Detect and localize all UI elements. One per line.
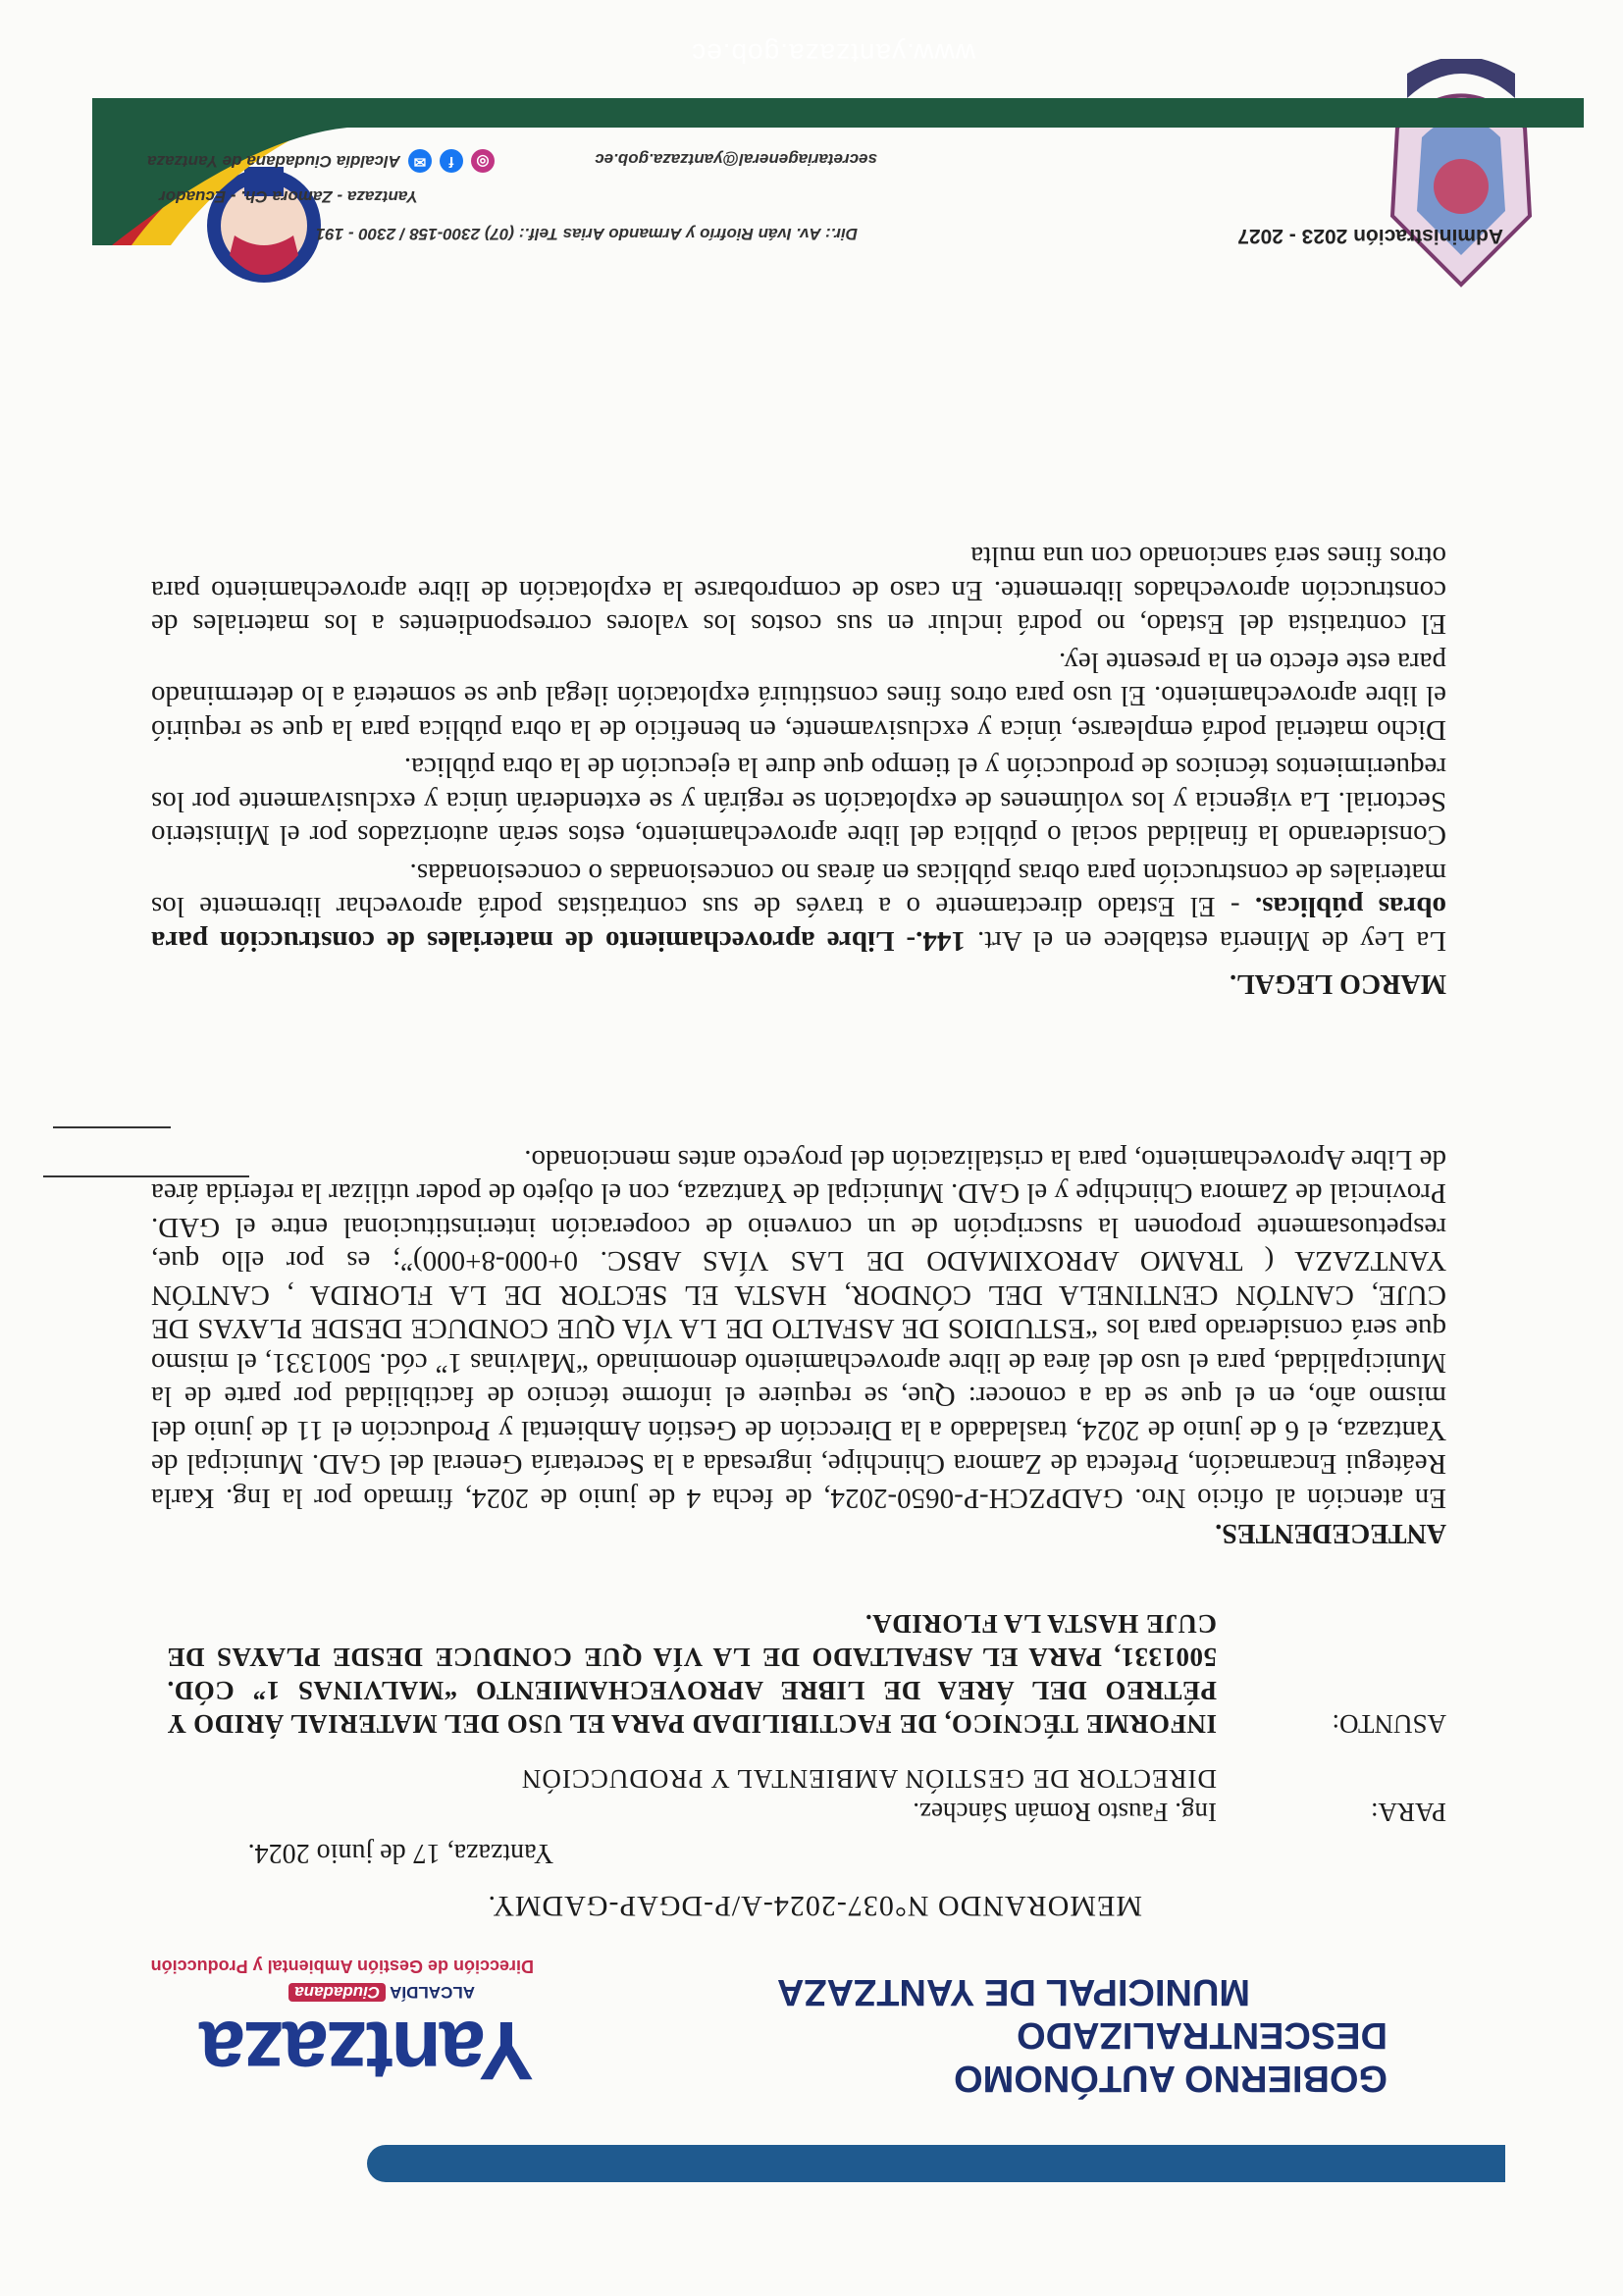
social-media-row [147,149,495,173]
website-url: www.yantzaza.gob.ec [691,38,975,69]
marco-legal-paragraph-2: Considerando la finalidad social o pública del libre aprovechamiento, estos serán autorizados por el Ministerio Sectorial. La vigencia y los volúmenes de explotación se regirán y se extenderán única y exclusivamente por los requerimientos técnicos de producción y el tiempo que dure la ejecución de la obra pública. [151,752,1446,852]
marco-legal-paragraph-4: El contratista del Estado, no podrá incluir en sus costos los valores correspondientes a los materiales de construcción aprovechados libremente. En caso de comprobarse la explotación de libre aprovechamiento para otros fines será sancionado con una multa [151,541,1446,641]
department-name: Dirección de Gestión Ambiental y Producción [150,1957,534,1976]
city-line: Yantzaza - Zamora Ch. - Ecuador [159,187,418,206]
art-144-title: 144.- Libre aprovechamiento de materiales de construcción para obras públicas. [151,891,1446,957]
social-handle: Alcaldía Ciudadana de Yantzaza [147,152,400,171]
antecedentes-paragraph: En atención al oficio Nro. GADPZCH-P-0650-2024, de fecha 4 de junio de 2024, firmado por la Ing. Karla Reátegui Encarnación, Prefecta de Zamora Chinchipe, ingresada a la Secretaría General del GAD. Municipal de Yantzaza, el 6 de junio de 2024, trasladado a la Dirección de Gestión Ambiental y Producción el 11 de junio del mismo año, en el que se da a conocer: Que, se requiere el informe técnico de factibilidad por parte de la Municipalidad, para el uso del área de libre aprovechamiento denominado “Malvinas 1” cód. 5001331, el mismo que será considerado para los “ESTUDIOS DE ASFALTO DE LA VÍA QUE CONDUCE DESDE PLAYAS DE CUJE, CANTÓN CENTINELA DEL CÓNDOR, HASTA EL SECTOR DE LA FLORIDA , CANTÓN YANTZAZA ( TRAMO APROXIMADO DE LAS VÍAS ABSC. 0+000-8+000)”; es por ello que, respetuosamente proponen la suscripción de un convenio de cooperación interinstitucional entre el GAD. Provincial de Zamora Chinchipe y el GAD. Municipal de Yantzaza, con el objeto de poder utilizar la referida área de Libre Aprovechamiento, para la cristalización del proyecto antes mencionado. [151,1144,1446,1514]
margin-pen-mark [43,1175,249,1177]
antecedentes-heading: ANTECEDENTES. [1215,1518,1446,1548]
gad-title-line1: GOBIERNO AUTÓNOMO DESCENTRALIZADO [954,2014,1387,2099]
memo-number: MEMORANDO N°037-2024-A/P-DGAP-GADMY. [487,1890,1142,1922]
asunto-label: ASUNTO: [1332,1709,1446,1739]
memo-date: Yantzaza, 17 de junio 2024. [247,1838,553,1868]
messenger-icon: ✉ [408,149,432,173]
alcaldia-ciudadana-tag [288,1982,475,2002]
recipient-title: DIRECTOR DE GESTIÓN AMBIENTAL Y PRODUCCIÓN [520,1764,1217,1794]
marco-legal-paragraph-1 [151,857,1446,959]
address-line: Dir.: Av. Iván Riofrío y Armando Arias Telf.: (07) 2300-158 / 2300 - 191 [315,225,858,243]
instagram-icon: ◎ [471,149,495,173]
recipient-name: Ing. Fausto Román Sánchez. [913,1798,1217,1827]
administration-period: Administración 2023 - 2027 [1237,225,1503,247]
gad-title-line2: MUNICIPAL DE YANTZAZA [776,1971,1250,2012]
asunto-text: INFORME TÉCNICO, DE FACTIBILIDAD PARA EL USO DEL MATERIAL ÁRIDO Y PÉTREO DEL ÁREA DE LIBRE APROVECHAMIENTO “MALVINAS 1” CÓD. 5001331, PARA EL ASFALTADO DE LA VÍA QUE CONDUCE DESDE PLAYAS DE CUJE HASTA LA FLORIDA. [167,1609,1217,1739]
margin-pen-mark [53,1126,171,1128]
marco-legal-paragraph-3: Dicho material podrá emplearse, única y exclusivamente, en beneficio de la obra pública para la que se requirió el libre aprovechamiento. El uso para otros fines constituirá explotación ilegal que se someterá a lo determinado para este efecto en la presente ley. [151,647,1446,746]
art-intro: La Ley de Minería establece en el Art. [965,925,1446,957]
marco-legal-heading: MARCO LEGAL. [1230,968,1446,999]
marco-legal-body [151,540,1446,958]
para-label: PARA: [1370,1798,1446,1827]
art-144-body: - El Estado directamente o a través de sus contratistas podrá aprovechar libremente los materiales de construcción para obras públicas en áreas no concesionadas o concesionadas. [151,858,1446,923]
gad-title [602,1970,1387,2100]
header-blue-bar [367,2145,1505,2182]
facebook-icon: f [440,149,463,173]
email-address: secretariageneral@yantzaza.gob.ec [595,150,877,169]
yantzaza-brand-logo: Yantzaza [201,2005,534,2097]
ciudadana-label: Ciudadana [288,1983,386,2002]
alcaldia-label: ALCALDÍA [390,1983,475,2002]
